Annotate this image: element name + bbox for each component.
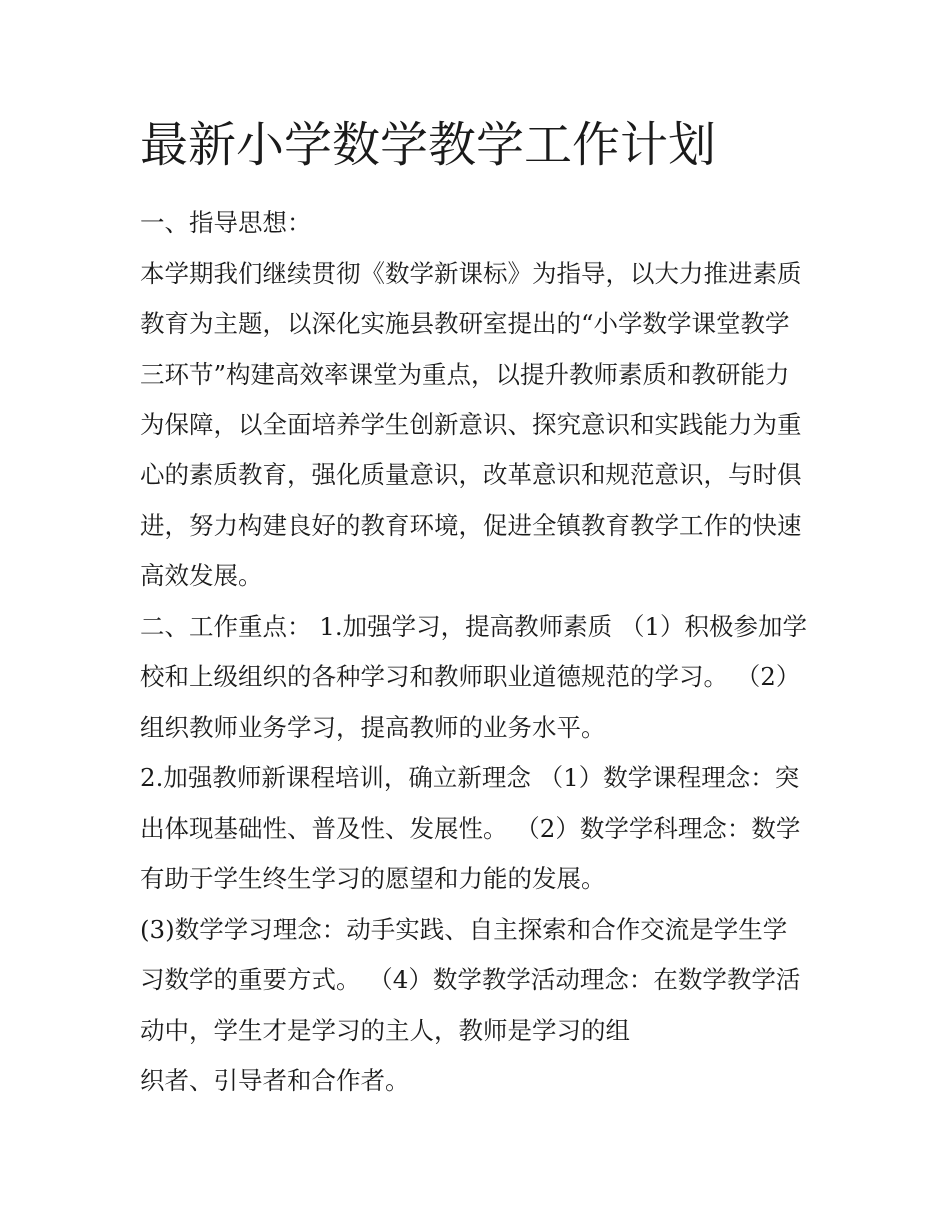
paragraph-line: 动中，学生才是学习的主人，教师是学习的组 [140, 1016, 630, 1045]
paragraph-line: 心的素质教育，强化质量意识，改革意识和规范意识，与时俱 [140, 460, 802, 489]
paragraph-line: 本学期我们继续贯彻《数学新课标》为指导，以大力推进素质 [140, 259, 802, 288]
section-heading-work-focus: 二、工作重点： 1.加强学习，提高教师素质 （1）积极参加学 [140, 612, 808, 641]
document-title: 最新小学数学教学工作计划 [140, 117, 717, 173]
paragraph-line: 出体现基础性、普及性、发展性。 （2）数学学科理念：数学 [140, 814, 801, 843]
paragraph-line: 习数学的重要方式。 （4）数学教学活动理念：在数学教学活 [140, 965, 801, 994]
paragraph-line: 教育为主题，以深化实施县教研室提出的“小学数学课堂教学 [140, 309, 790, 338]
paragraph-line: 校和上级组织的各种学习和教师职业道德规范的学习。 （2） [140, 662, 801, 691]
paragraph-line: 为保障，以全面培养学生创新意识、探究意识和实践能力为重 [140, 410, 802, 439]
paragraph-line: 三环节”构建高效率课堂为重点，以提升教师素质和教研能力 [140, 360, 790, 389]
paragraph-line: 组织教师业务学习，提高教师的业务水平。 [140, 713, 606, 742]
paragraph-line: 2.加强教师新课程培训，确立新理念 （1）数学课程理念：突 [140, 763, 800, 792]
paragraph-line: 织者、引导者和合作者。 [140, 1066, 410, 1095]
paragraph-line: 进，努力构建良好的教育环境，促进全镇教育教学工作的快速 [140, 511, 802, 540]
paragraph-line: 高效发展。 [140, 561, 263, 590]
section-heading-guiding-thought: 一、指导思想： [140, 208, 312, 237]
paragraph-line: 有助于学生终生学习的愿望和力能的发展。 [140, 864, 606, 893]
paragraph-line: (3)数学学习理念：动手实践、自主探索和合作交流是学生学 [140, 915, 788, 944]
